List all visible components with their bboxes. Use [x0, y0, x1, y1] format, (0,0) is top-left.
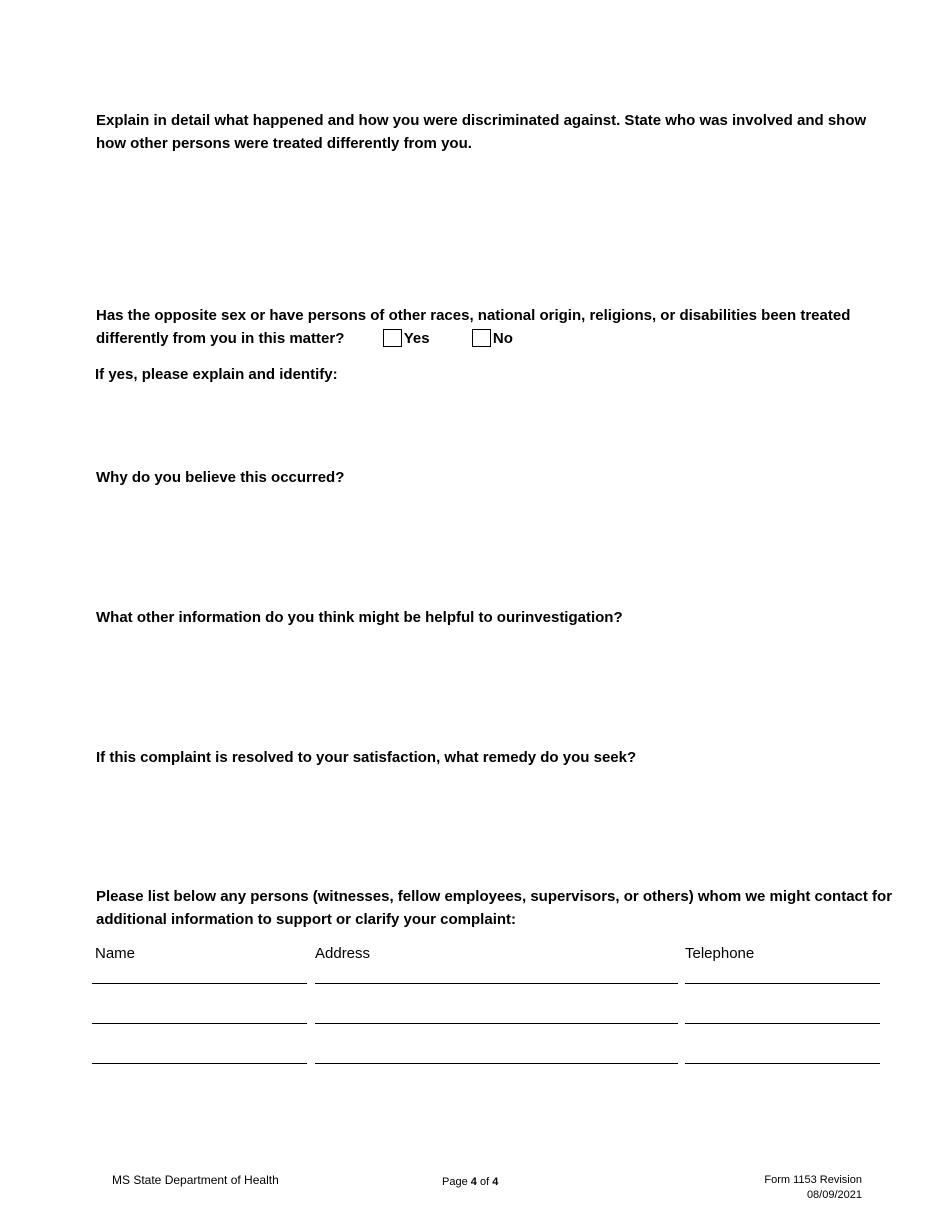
- yes-option[interactable]: [383, 328, 430, 351]
- no-label: No: [492, 329, 513, 347]
- question-treated-differently: [96, 305, 856, 350]
- question-describe-discrimination: Explain in detail what happened and how you were discriminated against. State who was involved and show how other persons were treated differently from you.: [96, 112, 867, 152]
- question-other-information: What other information do you think might be helpful to ourinvestigation?: [96, 609, 623, 626]
- address-field-2[interactable]: [315, 1023, 678, 1024]
- footer-page-number: Page 4 of 4: [442, 1176, 499, 1188]
- telephone-field-1[interactable]: [685, 983, 880, 984]
- form-date: 08/09/2021: [806, 1189, 862, 1201]
- column-address-header: Address: [315, 945, 371, 962]
- name-field-1[interactable]: [92, 983, 307, 984]
- yes-label: Yes: [403, 329, 430, 347]
- yes-checkbox[interactable]: [383, 329, 402, 347]
- address-field-1[interactable]: [315, 983, 678, 984]
- address-field-3[interactable]: [315, 1063, 678, 1064]
- telephone-field-2[interactable]: [685, 1023, 880, 1024]
- no-option[interactable]: [472, 328, 513, 351]
- question-why-occurred: Why do you believe this occurred?: [96, 469, 345, 486]
- footer-organization: MS State Department of Health: [112, 1173, 279, 1187]
- question-text: Has the opposite sex or have persons of other races, national origin, religions, or disabilities been treated differently from you in this matter?: [96, 307, 851, 347]
- question-explain-identify: If yes, please explain and identify:: [95, 366, 338, 383]
- column-name-header: Name: [95, 945, 136, 962]
- question-list-persons: Please list below any persons (witnesses, fellow employees, supervisors, or others) whom we might contact for additional information to support or clarify your complaint:: [96, 888, 893, 928]
- question-remedy: If this complaint is resolved to your satisfaction, what remedy do you seek?: [96, 749, 637, 766]
- column-telephone-header: Telephone: [685, 945, 755, 962]
- form-label: Form 1153 Revision: [764, 1174, 862, 1186]
- no-checkbox[interactable]: [472, 329, 491, 347]
- telephone-field-3[interactable]: [685, 1063, 880, 1064]
- name-field-2[interactable]: [92, 1023, 307, 1024]
- footer-form-revision: [742, 1173, 862, 1203]
- name-field-3[interactable]: [92, 1063, 307, 1064]
